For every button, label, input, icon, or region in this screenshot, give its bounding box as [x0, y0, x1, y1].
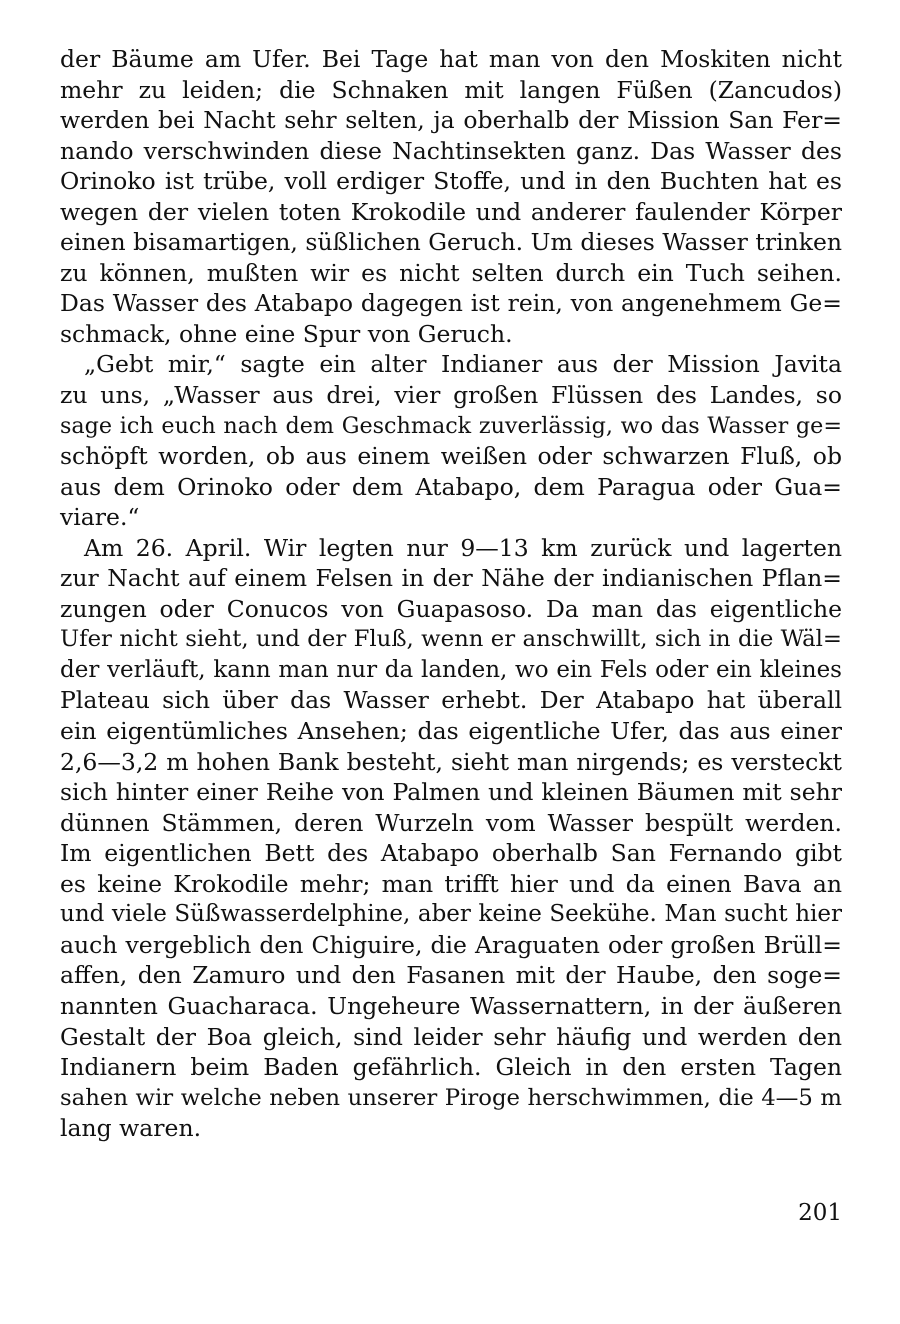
text-line: affen, den Zamuro und den Fasanen mit der Haube, den soge=	[60, 961, 842, 990]
text-line: Plateau sich über das Wasser erhebt. Der Atabapo hat überall	[60, 686, 842, 715]
text-line: Indianern beim Baden gefährlich. Gleich in den ersten Tagen	[60, 1053, 842, 1082]
text-line: lang waren.	[60, 1114, 202, 1143]
text-line: und viele Süßwasserdelphine, aber keine Seekühe. Man sucht hier	[60, 901, 842, 928]
text-line: Am 26. April. Wir legten nur 9—13 km zurück und lagerten	[84, 533, 842, 562]
text-line: Im eigentlichen Bett des Atabapo oberhalb San Fernando gibt	[60, 839, 842, 868]
text-line: ein eigentümliches Ansehen; das eigentliche Ufer, das aus einer	[60, 717, 842, 746]
text-line: der verläuft, kann man nur da landen, wo ein Fels oder ein kleines	[60, 656, 842, 683]
text-line: Orinoko ist trübe, voll erdiger Stoffe, und in den Buchten hat es	[60, 167, 842, 196]
text-line: einen bisamartigen, süßlichen Geruch. Um dieses Wasser trinken	[60, 228, 842, 257]
text-line: zur Nacht auf einem Felsen in der Nähe der indianischen Pflan=	[60, 564, 842, 593]
text-line: Gestalt der Boa gleich, sind leider sehr häufig und werden den	[60, 1022, 842, 1051]
text-line: 2,6—3,2 m hohen Bank besteht, sieht man nirgends; es versteckt	[60, 747, 842, 776]
text-line: zungen oder Conucos von Guapasoso. Da man das eigentliche	[60, 594, 842, 623]
text-line: nannten Guacharaca. Ungeheure Wassernattern, in der äußeren	[60, 991, 842, 1020]
text-line: der Bäume am Ufer. Bei Tage hat man von den Moskiten nicht	[60, 45, 842, 73]
text-line: sahen wir welche neben unserer Piroge herschwimmen, die 4—5 m	[60, 1084, 842, 1111]
text-line: es keine Krokodile mehr; man trifft hier und da einen Bava an	[60, 869, 842, 898]
text-line: aus dem Orinoko oder dem Atabapo, dem Paragua oder Gua=	[60, 472, 842, 501]
text-line: nando verschwinden diese Nachtinsekten ganz. Das Wasser des	[60, 136, 842, 165]
text-line: schöpft worden, ob aus einem weißen oder schwarzen Fluß, ob	[60, 442, 842, 471]
text-line: sage ich euch nach dem Geschmack zuverlässig, wo das Wasser ge=	[60, 412, 842, 439]
text-line: auch vergeblich den Chiguire, die Araguaten oder großen Brüll=	[60, 930, 842, 959]
page-text	[60, 44, 842, 1144]
text-line: Das Wasser des Atabapo dagegen ist rein, von angenehmem Ge=	[60, 289, 842, 318]
text-line: mehr zu leiden; die Schnaken mit langen Füßen (Zancudos)	[60, 75, 842, 104]
text-line: „Gebt mir,“ sagte ein alter Indianer aus der Mission Javita	[84, 350, 842, 379]
text-line: schmack, ohne eine Spur von Geruch.	[60, 319, 513, 348]
text-line: sich hinter einer Reihe von Palmen und kleinen Bäumen mit sehr	[60, 778, 842, 807]
text-line: werden bei Nacht sehr selten, ja oberhalb der Mission San Fer=	[60, 106, 842, 135]
text-line: Ufer nicht sieht, und der Fluß, wenn er anschwillt, sich in die Wäl=	[60, 626, 842, 653]
text-line: wegen der vielen toten Krokodile und anderer faulender Körper	[60, 197, 842, 226]
text-line: zu uns, „Wasser aus drei, vier großen Flüssen des Landes, so	[60, 381, 842, 410]
text-line: viare.“	[60, 503, 140, 532]
text-line: dünnen Stämmen, deren Wurzeln vom Wasser bespült werden.	[60, 808, 842, 837]
page-number: 201	[798, 1200, 842, 1226]
text-line: zu können, mußten wir es nicht selten durch ein Tuch seihen.	[60, 258, 842, 287]
